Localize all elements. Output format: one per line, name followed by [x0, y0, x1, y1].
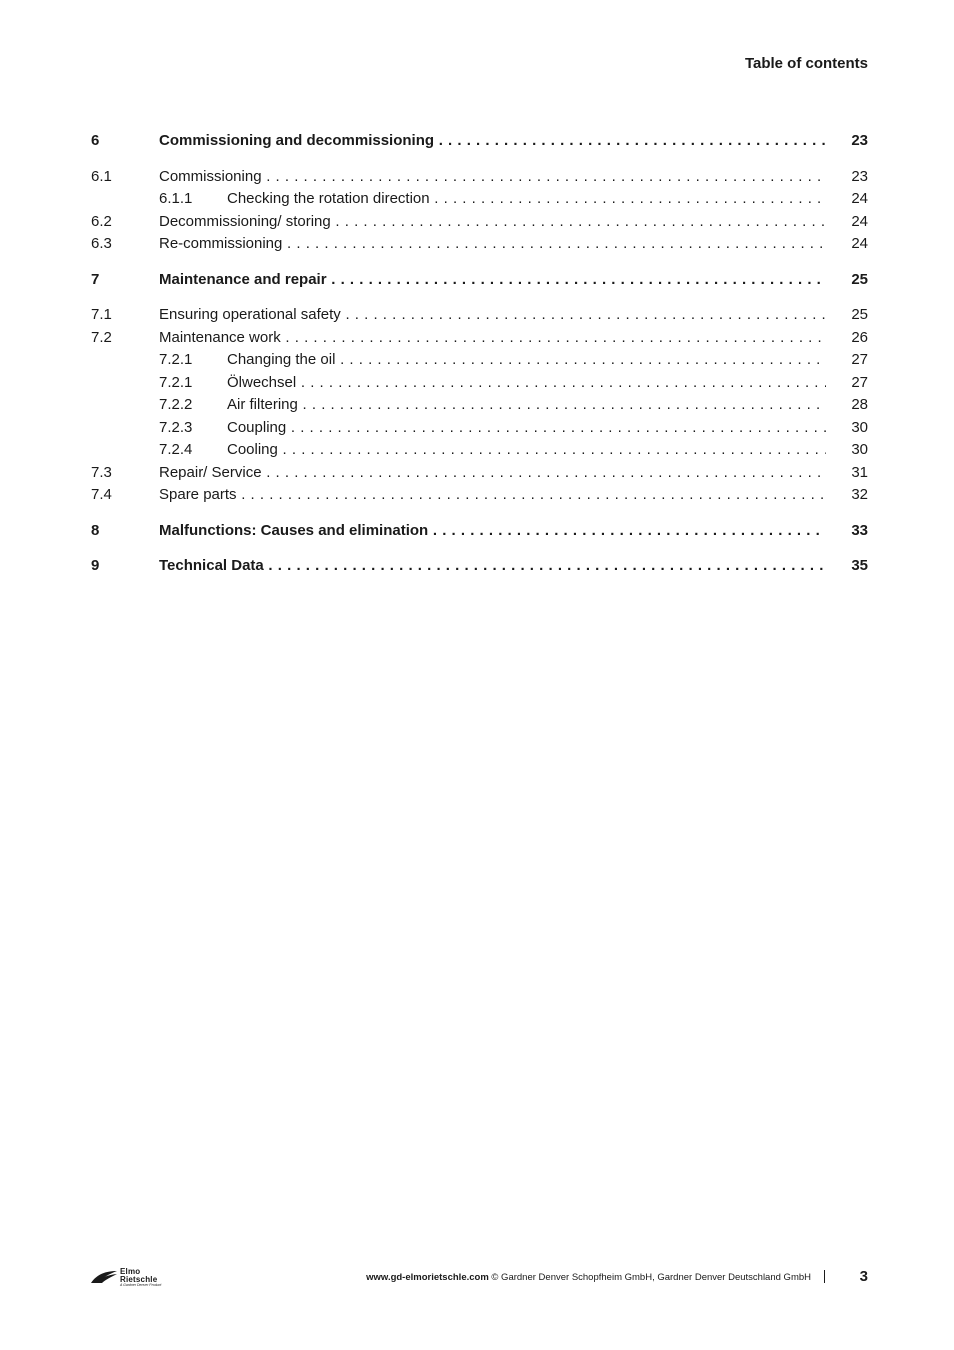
toc-entry[interactable] — [91, 130, 868, 153]
header-title: Table of contents — [744, 55, 868, 72]
toc-entry[interactable] — [91, 269, 868, 292]
toc-entry-number: 7 — [91, 270, 100, 288]
toc-entry[interactable] — [91, 394, 868, 417]
toc-entry-number: 7.2.4 — [159, 441, 193, 458]
logo-line1: Elmo — [120, 1267, 141, 1276]
toc-entry[interactable] — [91, 188, 868, 211]
toc-entry-page: 30 — [851, 418, 868, 436]
toc-entry-number: 7.1 — [91, 306, 112, 323]
toc-entry-page: 25 — [851, 306, 868, 323]
footer-copyright-text: © Gardner Denver Schopfheim GmbH, Gardner Denver Deutschland GmbH — [491, 1272, 811, 1283]
toc-entry-page: 24 — [851, 235, 868, 252]
toc-entry-title: Ölwechsel . . . — [227, 372, 826, 394]
toc-entry-title: Malfunctions: Causes and elimination . . . — [159, 520, 826, 542]
toc-entry-number: 6.3 — [91, 235, 112, 252]
toc-entry-page: 26 — [851, 328, 868, 346]
footer-copyright — [366, 1272, 811, 1283]
toc-entry-title: Technical Data . . . — [159, 555, 826, 577]
toc-entry-page: 27 — [851, 373, 868, 391]
toc-entry-title: Re-commissioning . . . — [159, 233, 826, 255]
toc-entry-page: 30 — [851, 441, 868, 458]
toc-entry[interactable] — [91, 211, 868, 234]
toc-entry-title: Repair/ Service . . . — [159, 462, 826, 484]
toc-entry-number: 7.2.2 — [159, 396, 193, 413]
toc-entry-number: 7.4 — [91, 486, 112, 503]
logo-line2: Rietschle — [120, 1275, 158, 1284]
toc-entry-page: 28 — [851, 396, 868, 413]
toc-entry-page: 25 — [851, 270, 868, 288]
toc-entry-title: Maintenance and repair . . . — [159, 269, 826, 291]
toc-entry[interactable] — [91, 520, 868, 543]
toc-entry[interactable] — [91, 166, 868, 189]
toc-entry-title: Maintenance work . . . — [159, 327, 826, 349]
toc-entry[interactable] — [91, 555, 868, 578]
toc-entry-title: Commissioning and decommissioning . . . — [159, 130, 826, 152]
toc-entry-number: 7.2 — [91, 328, 112, 346]
toc-entry-page: 33 — [851, 521, 868, 539]
toc-entry[interactable] — [91, 233, 868, 256]
toc-entry-number: 6 — [91, 132, 100, 149]
toc-entry[interactable] — [91, 484, 868, 507]
toc-entry-number: 7.3 — [91, 463, 112, 481]
toc-entry-page: 27 — [851, 351, 868, 368]
footer-url[interactable]: www.gd-elmorietschle.com — [366, 1272, 489, 1283]
toc-entry[interactable] — [91, 462, 868, 485]
toc-entry[interactable] — [91, 349, 868, 372]
toc-entry[interactable] — [91, 327, 868, 350]
toc-entry-title: Air filtering . . . — [227, 394, 826, 416]
toc-entry-page: 23 — [851, 132, 868, 149]
toc-entry-page: 24 — [851, 212, 868, 230]
toc-entry-title: Ensuring operational safety . . . — [159, 304, 826, 326]
toc-entry-number: 6.1.1 — [159, 190, 193, 207]
toc-entry-title: Changing the oil . . . — [227, 349, 826, 371]
toc-entry-title: Spare parts . . . — [159, 484, 826, 506]
toc-entry-number: 8 — [91, 521, 100, 539]
toc-entry[interactable] — [91, 372, 868, 395]
toc-entry-page: 31 — [851, 463, 868, 481]
logo-swoosh-icon — [90, 1270, 118, 1284]
toc-entry-title: Decommissioning/ storing . . . — [159, 211, 826, 233]
page-footer — [0, 1266, 954, 1290]
toc-entry-title: Coupling . . . — [227, 417, 826, 439]
toc-entry-page: 24 — [851, 190, 868, 207]
toc-entry-title: Commissioning . . . — [159, 166, 826, 188]
toc-entry-number: 6.1 — [91, 167, 112, 185]
toc-entry-page: 23 — [851, 167, 868, 185]
toc-entry-title: Checking the rotation direction . . . — [227, 188, 826, 210]
toc-entry[interactable] — [91, 439, 868, 462]
toc-entry-number: 9 — [91, 557, 100, 574]
toc-entry-number: 6.2 — [91, 212, 112, 230]
toc-entry-number: 7.2.1 — [159, 373, 193, 391]
logo-tagline: A Gardner Denver Product — [120, 1283, 162, 1287]
footer-divider — [824, 1270, 825, 1283]
toc-entry[interactable] — [91, 417, 868, 440]
toc-entry-title: Cooling . . . — [227, 439, 826, 461]
toc-entry-number: 7.2.3 — [159, 418, 193, 436]
toc-entry-number: 7.2.1 — [159, 351, 193, 368]
footer-page-number: 3 — [859, 1268, 868, 1285]
table-of-contents — [91, 130, 868, 578]
toc-entry-page: 32 — [851, 486, 868, 503]
toc-entry-page: 35 — [851, 557, 868, 574]
toc-entry[interactable] — [91, 304, 868, 327]
company-logo — [90, 1266, 170, 1290]
